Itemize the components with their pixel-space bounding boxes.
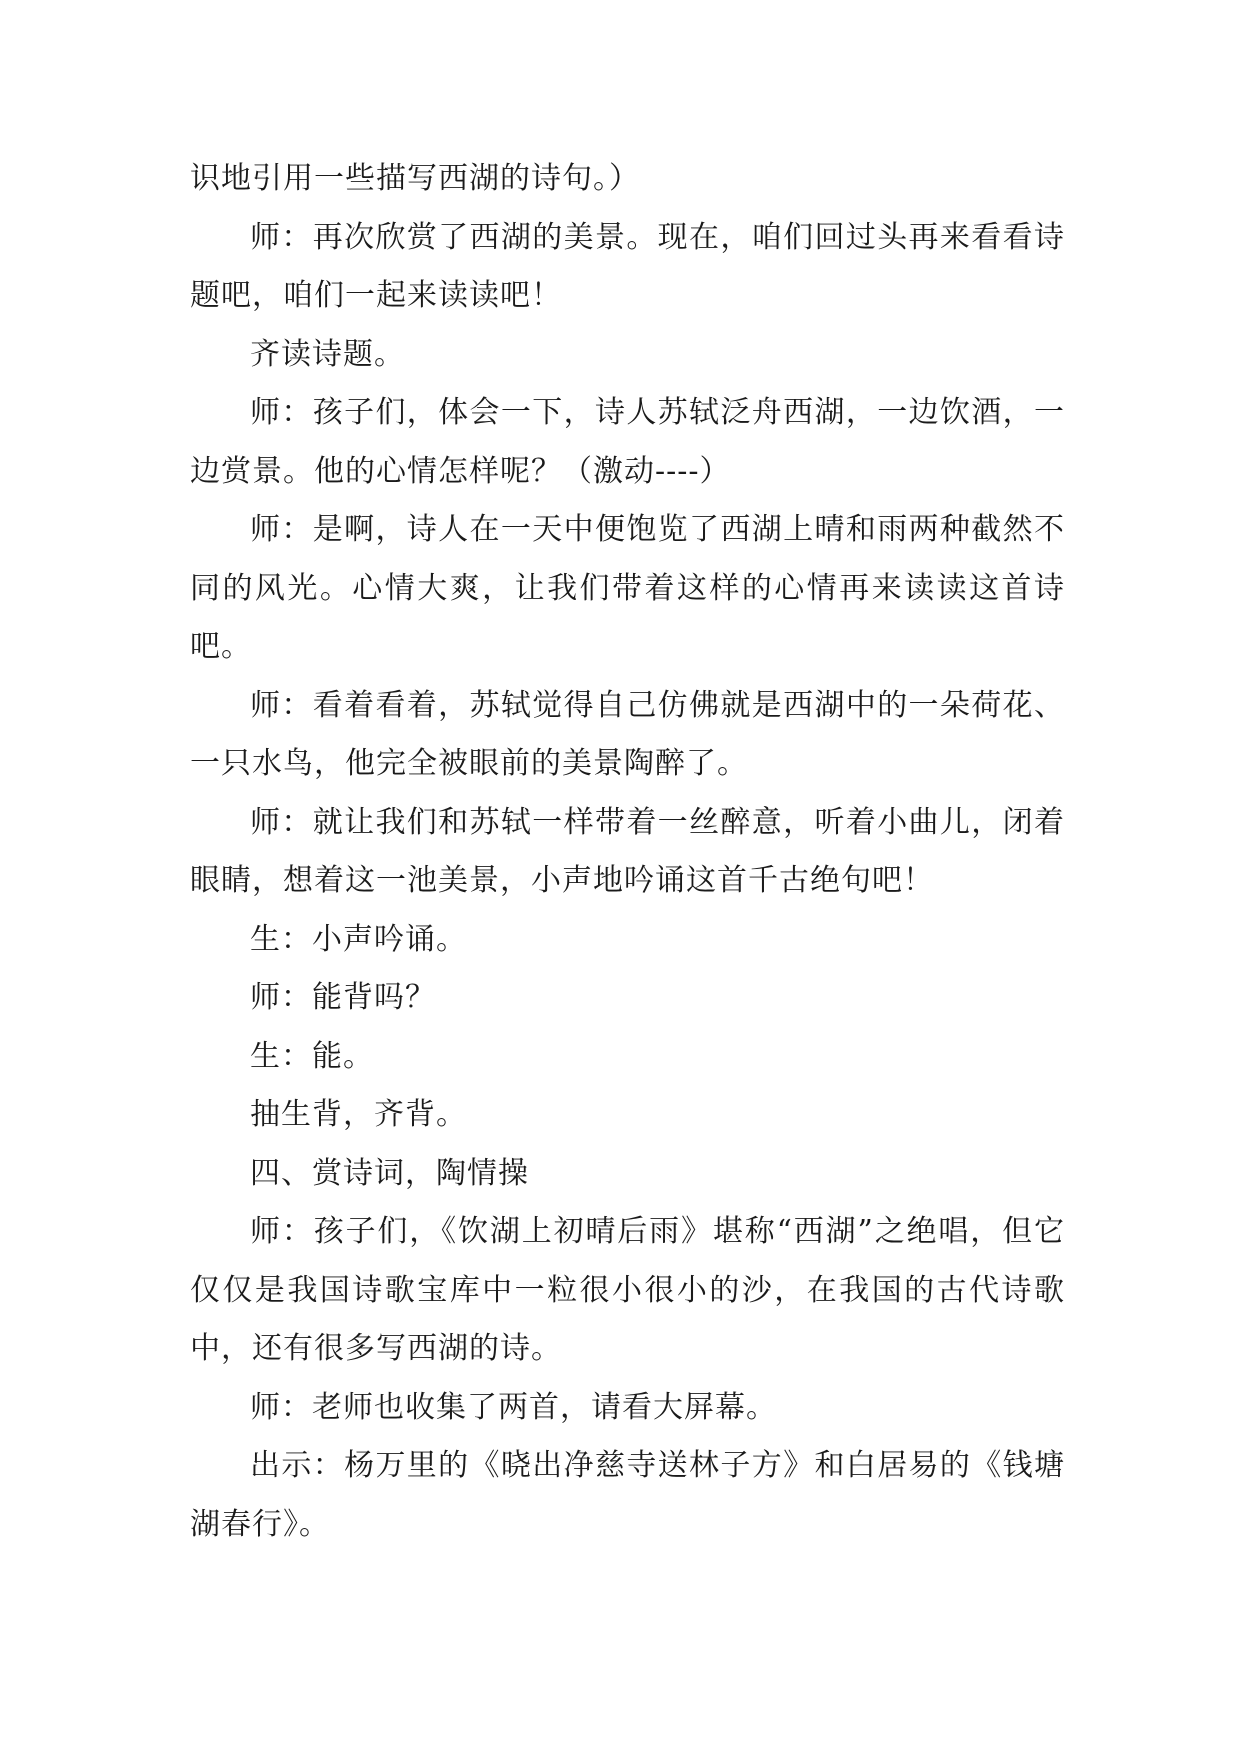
paragraph: 师：孩子们，体会一下，诗人苏轼泛舟西湖，一边饮酒，一边赏景。他的心情怎样呢？（激动----） [190, 395, 1065, 489]
paragraph: 生：能。 [250, 1038, 374, 1074]
paragraph: 师：老师也收集了两首，请看大屏幕。 [250, 1389, 777, 1425]
paragraph: 师：再次欣赏了西湖的美景。现在，咱们回过头再来看看诗题吧，咱们一起来读读吧！ [190, 219, 1065, 313]
section-heading: 四、赏诗词，陶情操 [250, 1155, 529, 1191]
paragraph: 师：孩子们，《饮湖上初晴后雨》堪称“西湖”之绝唱，但它仅仅是我国诗歌宝库中一粒很小很小的沙，在我国的古代诗歌中，还有很多写西湖的诗。 [190, 1214, 1065, 1366]
document-body [190, 150, 1065, 1554]
paragraph: 师：看着看着，苏轼觉得自己仿佛就是西湖中的一朵荷花、一只水鸟，他完全被眼前的美景陶醉了。 [190, 687, 1065, 781]
paragraph: 识地引用一些描写西湖的诗句。） [190, 161, 640, 196]
paragraph: 抽生背，齐背。 [250, 1097, 467, 1132]
paragraph: 师：就让我们和苏轼一样带着一丝醉意，听着小曲儿，闭着眼睛，想着这一池美景，小声地吟诵这首千古绝句吧！ [190, 804, 1065, 898]
paragraph: 师：是啊，诗人在一天中便饱览了西湖上晴和雨两种截然不同的风光。心情大爽，让我们带着这样的心情再来读读这首诗吧。 [190, 512, 1065, 664]
paragraph: 生：小声吟诵。 [250, 921, 467, 957]
paragraph: 师：能背吗？ [250, 980, 436, 1015]
paragraph: 齐读诗题。 [250, 336, 405, 372]
paragraph: 出示：杨万里的《晓出净慈寺送林子方》和白居易的《钱塘湖春行》。 [190, 1448, 1065, 1542]
